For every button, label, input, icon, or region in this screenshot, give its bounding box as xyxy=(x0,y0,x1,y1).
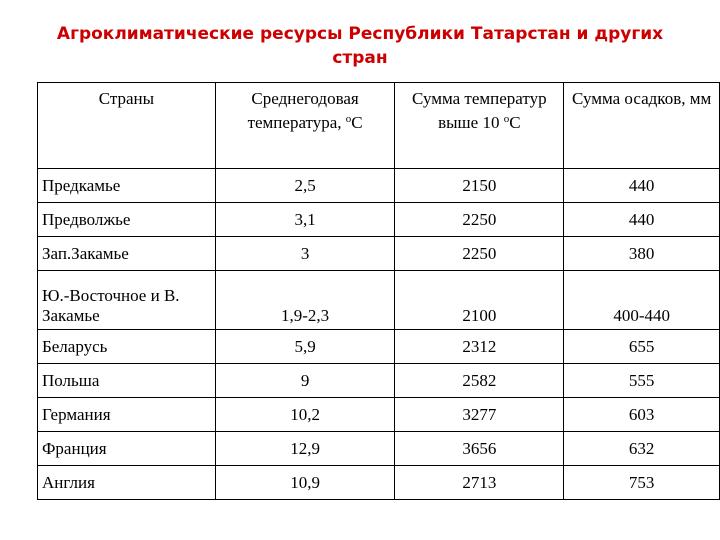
row-precip: 440 xyxy=(564,169,720,203)
header-country: Страны xyxy=(38,83,216,169)
table-row xyxy=(38,271,720,330)
row-temp-sum: 2582 xyxy=(395,364,564,398)
row-precip: 632 xyxy=(564,432,720,466)
row-precip: 555 xyxy=(564,364,720,398)
header-temperature-unit: С xyxy=(351,113,363,132)
row-temp: 9 xyxy=(215,364,395,398)
table-row xyxy=(38,364,720,398)
table-row xyxy=(38,203,720,237)
table-row xyxy=(38,398,720,432)
row-temp: 3 xyxy=(215,237,395,271)
climate-table xyxy=(37,82,720,500)
row-temp: 10,9 xyxy=(215,466,395,500)
header-temp-sum-degree: о xyxy=(503,113,510,125)
row-temp: 12,9 xyxy=(215,432,395,466)
header-temperature-degree: о xyxy=(345,113,352,125)
table-row xyxy=(38,237,720,271)
row-temp: 3,1 xyxy=(215,203,395,237)
row-precip: 753 xyxy=(564,466,720,500)
row-temp: 2,5 xyxy=(215,169,395,203)
row-temp-sum: 2250 xyxy=(395,237,564,271)
row-precip: 440 xyxy=(564,203,720,237)
header-temp-sum-unit: С xyxy=(509,113,521,132)
row-name: Предкамье xyxy=(38,169,216,203)
row-temp: 1,9-2,3 xyxy=(215,271,395,330)
table-row xyxy=(38,466,720,500)
table-row xyxy=(38,432,720,466)
row-name: Англия xyxy=(38,466,216,500)
row-temp: 10,2 xyxy=(215,398,395,432)
row-precip: 400-440 xyxy=(564,271,720,330)
row-precip: 380 xyxy=(564,237,720,271)
table-row xyxy=(38,330,720,364)
header-temperature xyxy=(215,83,395,169)
header-temp-sum-text: Сумма температур выше 10 xyxy=(412,89,547,132)
table-header-row xyxy=(38,83,720,169)
row-name: Франция xyxy=(38,432,216,466)
row-temp-sum: 2250 xyxy=(395,203,564,237)
row-temp-sum: 3656 xyxy=(395,432,564,466)
row-precip: 655 xyxy=(564,330,720,364)
row-name: Зап.Закамье xyxy=(38,237,216,271)
row-name: Ю.-Восточное и В. Закамье xyxy=(38,271,216,330)
row-name: Польша xyxy=(38,364,216,398)
row-name: Германия xyxy=(38,398,216,432)
page-title: Агроклиматические ресурсы Республики Татарстан и других стран xyxy=(56,24,664,68)
row-name: Предволжье xyxy=(38,203,216,237)
row-temp-sum: 2100 xyxy=(395,271,564,330)
table-row xyxy=(38,169,720,203)
row-temp-sum: 2713 xyxy=(395,466,564,500)
row-temp-sum: 3277 xyxy=(395,398,564,432)
row-precip: 603 xyxy=(564,398,720,432)
header-temp-sum xyxy=(395,83,564,169)
header-precipitation: Сумма осадков, мм xyxy=(564,83,720,169)
row-temp-sum: 2312 xyxy=(395,330,564,364)
row-name: Беларусь xyxy=(38,330,216,364)
row-temp: 5,9 xyxy=(215,330,395,364)
header-temperature-text: Среднегодовая температура, xyxy=(247,89,359,132)
row-temp-sum: 2150 xyxy=(395,169,564,203)
